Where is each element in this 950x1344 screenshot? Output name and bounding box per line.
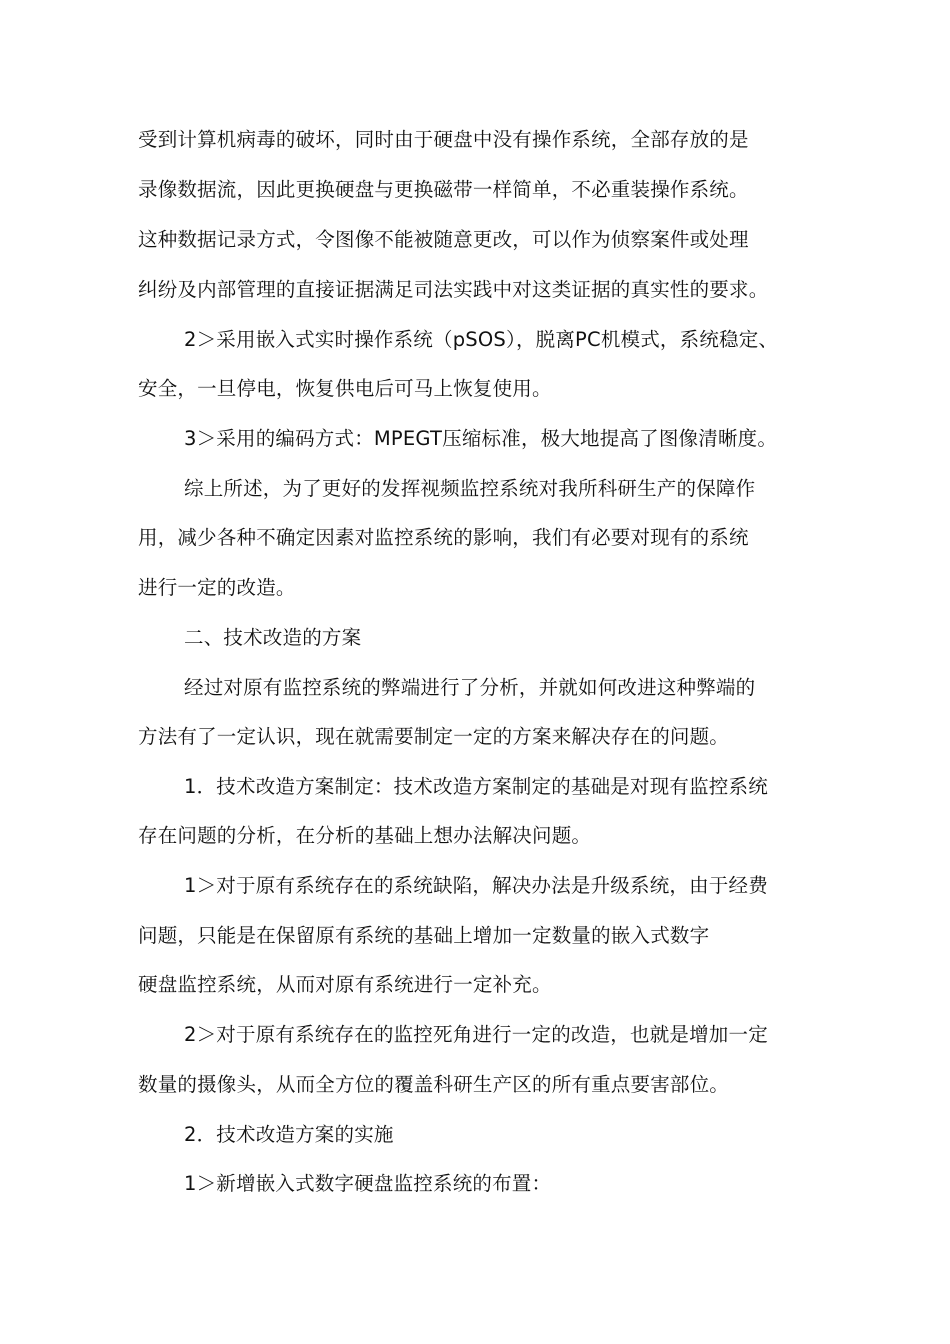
- text-line: 录像数据流，因此更换硬盘与更换磁带一样简单，不必重装操作系统。: [138, 178, 749, 201]
- text-line: 硬盘监控系统，从而对原有系统进行一定补充。: [138, 973, 552, 996]
- text-line: 方法有了一定认识，现在就需要制定一定的方案来解决存在的问题。: [138, 725, 730, 748]
- text-line: 1＞对于原有系统存在的系统缺陷，解决办法是升级系统，由于经费: [184, 874, 768, 897]
- text-line: 这种数据记录方式，令图像不能被随意更改，可以作为侦察案件或处理: [138, 228, 749, 251]
- text-line: 综上所述，为了更好的发挥视频监控系统对我所科研生产的保障作: [184, 477, 756, 500]
- text-line: 2＞对于原有系统存在的监控死角进行一定的改造，也就是增加一定: [184, 1023, 768, 1046]
- text-line: 纠纷及内部管理的直接证据满足司法实践中对这类证据的真实性的要求。: [138, 278, 769, 301]
- text-line: 受到计算机病毒的破坏，同时由于硬盘中没有操作系统，全部存放的是: [138, 128, 749, 151]
- text-line: 数量的摄像头，从而全方位的覆盖科研生产区的所有重点要害部位。: [138, 1073, 730, 1096]
- text-line: 经过对原有监控系统的弊端进行了分析，并就如何改进这种弊端的: [184, 676, 756, 699]
- text-line: 问题，只能是在保留原有系统的基础上增加一定数量的嵌入式数字: [138, 924, 710, 947]
- text-line: 1．技术改造方案制定：技术改造方案制定的基础是对现有监控系统: [184, 775, 768, 798]
- section-heading: 2．技术改造方案的实施: [184, 1123, 394, 1146]
- text-line: 2＞采用嵌入式实时操作系统（pSOS），脱离PC机模式，系统稳定、: [184, 328, 779, 351]
- text-line: 安全，一旦停电，恢复供电后可马上恢复使用。: [138, 377, 552, 400]
- section-heading: 二、技术改造的方案: [184, 626, 362, 649]
- text-line: 存在问题的分析，在分析的基础上想办法解决问题。: [138, 824, 592, 847]
- text-line: 用，减少各种不确定因素对监控系统的影响，我们有必要对现有的系统: [138, 526, 749, 549]
- text-line: 3＞采用的编码方式：MPEGT压缩标准，极大地提高了图像清晰度。: [184, 427, 778, 450]
- text-line: 1＞新增嵌入式数字硬盘监控系统的布置：: [184, 1172, 552, 1195]
- text-line: 进行一定的改造。: [138, 576, 296, 599]
